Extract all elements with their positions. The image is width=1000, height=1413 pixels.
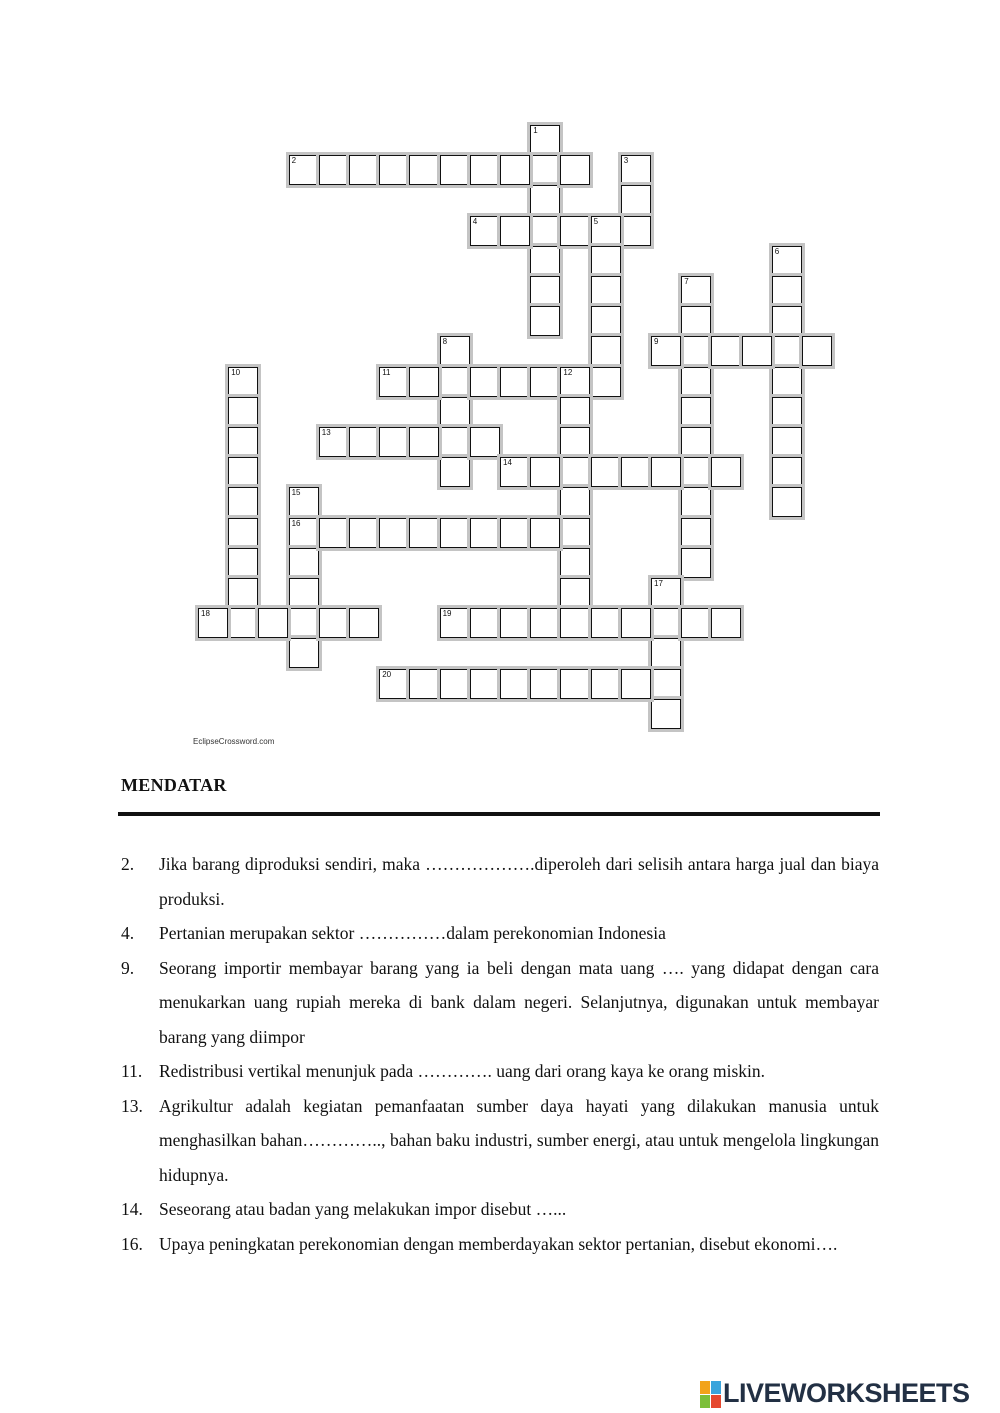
grid-cell[interactable]	[349, 608, 379, 638]
grid-cell[interactable]	[621, 185, 651, 215]
grid-cell[interactable]	[772, 367, 802, 397]
grid-cell[interactable]	[440, 457, 470, 487]
cell-number: 11	[382, 367, 391, 377]
grid-cell[interactable]	[651, 457, 681, 487]
grid-cell[interactable]	[470, 427, 500, 457]
grid-cell[interactable]	[560, 397, 590, 427]
grid-cell[interactable]	[440, 336, 470, 366]
grid-cell[interactable]	[681, 518, 711, 548]
cell-number: 4	[472, 216, 478, 226]
liveworksheets-logo	[700, 1378, 970, 1409]
clue-item	[121, 1054, 879, 1089]
grid-cell[interactable]	[409, 669, 439, 699]
grid-cell[interactable]	[289, 638, 319, 668]
grid-cell[interactable]	[289, 518, 319, 548]
clue-text: Jika barang diproduksi sendiri, maka ……………….diperoleh dari selisih antara harga jual dan biaya produksi.	[159, 854, 879, 909]
grid-cell[interactable]	[560, 487, 590, 517]
grid-cell[interactable]	[409, 518, 439, 548]
clue-text: Seseorang atau badan yang melakukan impor disebut …...	[159, 1199, 567, 1219]
grid-cell[interactable]	[530, 306, 560, 336]
grid-cell[interactable]	[228, 608, 258, 638]
grid-cell[interactable]	[772, 336, 802, 366]
grid-cell[interactable]	[530, 518, 560, 548]
grid-cell[interactable]	[500, 367, 530, 397]
cell-number: 10	[231, 367, 241, 377]
grid-cell[interactable]	[742, 336, 772, 366]
grid-cell[interactable]	[470, 518, 500, 548]
grid-cell[interactable]	[258, 608, 288, 638]
grid-cell[interactable]	[591, 608, 621, 638]
grid-cell[interactable]	[591, 457, 621, 487]
grid-cell[interactable]	[289, 578, 319, 608]
cell-number: 3	[623, 156, 629, 166]
grid-cell[interactable]	[530, 608, 560, 638]
cell-number: 2	[291, 156, 297, 166]
grid-cell[interactable]	[409, 367, 439, 397]
grid-cell[interactable]	[289, 487, 319, 517]
grid-cell[interactable]	[228, 487, 258, 517]
clue-text: Pertanian merupakan sektor ……………dalam perekonomian Indonesia	[159, 923, 666, 943]
grid-cell[interactable]	[772, 487, 802, 517]
grid-cell[interactable]	[530, 125, 560, 155]
grid-cell[interactable]	[530, 367, 560, 397]
grid-cell[interactable]	[530, 669, 560, 699]
grid-cell[interactable]	[651, 669, 681, 699]
grid-cell[interactable]	[409, 427, 439, 457]
grid-cell[interactable]	[228, 548, 258, 578]
grid-cell[interactable]	[560, 548, 590, 578]
grid-cell[interactable]	[560, 216, 590, 246]
grid-cell[interactable]	[560, 518, 590, 548]
grid-cell[interactable]	[560, 155, 590, 185]
cell-number: 19	[442, 609, 452, 619]
grid-cell[interactable]	[440, 367, 470, 397]
grid-cell[interactable]	[651, 608, 681, 638]
grid-cell[interactable]	[560, 367, 590, 397]
grid-cell[interactable]	[530, 216, 560, 246]
grid-cell[interactable]	[349, 518, 379, 548]
grid-cell[interactable]	[470, 216, 500, 246]
clue-item	[121, 916, 879, 951]
clue-item	[121, 1227, 879, 1262]
grid-cell[interactable]	[591, 306, 621, 336]
grid-cell[interactable]	[228, 518, 258, 548]
grid-cell[interactable]	[228, 397, 258, 427]
clue-text: Seorang importir membayar barang yang ia beli dengan mata uang …. yang didapat dengan cara menukarkan uang rupiah mereka di bank dalam negeri. Selanjutnya, digunakan untuk membayar barang yang diimpor	[159, 957, 879, 1047]
cell-number: 18	[201, 609, 210, 619]
grid-cell[interactable]	[289, 608, 319, 638]
grid-cell[interactable]	[591, 216, 621, 246]
grid-cell[interactable]	[621, 155, 651, 185]
grid-cell[interactable]	[681, 306, 711, 336]
grid-cell[interactable]	[440, 397, 470, 427]
grid-cell[interactable]	[681, 336, 711, 366]
grid-cell[interactable]	[530, 246, 560, 276]
heading-divider	[118, 812, 880, 816]
clue-item	[121, 847, 879, 916]
grid-cell[interactable]	[530, 276, 560, 306]
grid-cell[interactable]	[470, 608, 500, 638]
grid-cell[interactable]	[379, 518, 409, 548]
cell-number: 5	[593, 216, 599, 226]
clue-item	[121, 1089, 879, 1193]
grid-cell[interactable]	[530, 457, 560, 487]
grid-cell[interactable]	[500, 518, 530, 548]
grid-cell[interactable]	[621, 216, 651, 246]
grid-cell[interactable]	[802, 336, 832, 366]
cell-number: 6	[774, 246, 780, 256]
cell-number: 13	[321, 428, 331, 437]
grid-cell[interactable]	[379, 367, 409, 397]
grid-cell[interactable]	[591, 336, 621, 366]
grid-cell[interactable]	[500, 457, 530, 487]
clue-number: 11.	[121, 1061, 143, 1081]
grid-cell[interactable]	[379, 155, 409, 185]
grid-cell[interactable]	[228, 457, 258, 487]
grid-cell[interactable]	[319, 427, 349, 457]
grid-cell[interactable]	[772, 246, 802, 276]
grid-cell[interactable]	[228, 578, 258, 608]
grid-cell[interactable]	[228, 367, 258, 397]
grid-cell[interactable]	[289, 548, 319, 578]
clue-number: 4.	[121, 923, 135, 943]
grid-cell[interactable]	[621, 457, 651, 487]
cell-number: 20	[382, 669, 392, 679]
clue-list	[121, 847, 879, 1261]
clue-item	[121, 1192, 879, 1227]
grid-cell[interactable]	[440, 155, 470, 185]
grid-cell[interactable]	[591, 669, 621, 699]
clue-text: Redistribusi vertikal menunjuk pada …………. uang dari orang kaya ke orang miskin.	[159, 1061, 766, 1081]
cell-number: 15	[291, 488, 301, 498]
grid-cell[interactable]	[621, 608, 651, 638]
grid-cell[interactable]	[440, 608, 470, 638]
cell-number: 17	[654, 579, 663, 588]
grid-cell[interactable]	[772, 306, 802, 336]
grid-cell[interactable]	[500, 216, 530, 246]
cell-number: 14	[503, 458, 512, 468]
grid-cell[interactable]	[772, 397, 802, 427]
grid-cell[interactable]	[440, 669, 470, 699]
cell-number: 12	[563, 367, 573, 377]
grid-cell[interactable]	[470, 155, 500, 185]
grid-cell[interactable]	[560, 669, 590, 699]
grid-cell[interactable]	[651, 638, 681, 668]
clue-item	[121, 951, 879, 1055]
clue-number: 13.	[121, 1095, 143, 1116]
grid-cell[interactable]	[560, 608, 590, 638]
grid-cell[interactable]	[651, 336, 681, 366]
grid-cell[interactable]	[198, 608, 228, 638]
grid-cell[interactable]	[530, 155, 560, 185]
grid-cell[interactable]	[228, 427, 258, 457]
grid-cell[interactable]	[470, 367, 500, 397]
grid-cell[interactable]	[621, 669, 651, 699]
grid-cell[interactable]	[289, 155, 319, 185]
section-heading: MENDATAR	[121, 775, 227, 795]
clue-text: Agrikultur adalah kegiatan pemanfaatan sumber daya hayati yang dilakukan manusia untuk menghasilkan bahan………….., bahan baku industri, sumber energi, atau untuk mengelola lingkungan hidupnya.	[159, 1095, 879, 1185]
cell-number: 9	[654, 337, 659, 347]
grid-cell[interactable]	[681, 397, 711, 427]
grid-cell[interactable]	[500, 669, 530, 699]
grid-cell[interactable]	[349, 427, 379, 457]
grid-cell[interactable]	[651, 699, 681, 729]
grid-cell[interactable]	[530, 185, 560, 215]
grid-cell[interactable]	[681, 367, 711, 397]
grid-cell[interactable]	[681, 276, 711, 306]
grid-cell[interactable]	[591, 276, 621, 306]
grid-cell[interactable]	[711, 457, 741, 487]
grid-cell[interactable]	[681, 457, 711, 487]
grid-cell[interactable]	[349, 155, 379, 185]
grid-cell[interactable]	[772, 457, 802, 487]
clue-number: 14.	[121, 1199, 143, 1219]
credit-text: EclipseCrossword.com	[193, 737, 275, 746]
grid-cell[interactable]	[772, 276, 802, 306]
grid-cell[interactable]	[409, 155, 439, 185]
cell-number: 16	[291, 518, 301, 528]
grid-cell[interactable]	[681, 548, 711, 578]
grid-cell[interactable]	[379, 669, 409, 699]
clue-number: 9.	[121, 957, 135, 978]
grid-cell[interactable]	[500, 608, 530, 638]
grid-cell[interactable]	[560, 578, 590, 608]
grid-cell[interactable]	[711, 608, 741, 638]
logo-text: LIVEWORKSHEETS	[723, 1378, 970, 1408]
grid-cell[interactable]	[591, 246, 621, 276]
grid-cell[interactable]	[470, 669, 500, 699]
clue-number: 16.	[121, 1233, 143, 1254]
cell-number: 1	[533, 126, 538, 135]
grid-cell[interactable]	[772, 427, 802, 457]
grid-cell[interactable]	[319, 155, 349, 185]
cell-number: 8	[442, 337, 448, 347]
grid-cell[interactable]	[681, 427, 711, 457]
grid-cell[interactable]	[500, 155, 530, 185]
grid-cell[interactable]	[681, 487, 711, 517]
grid-cell[interactable]	[711, 336, 741, 366]
grid-cell[interactable]	[319, 518, 349, 548]
grid-cell[interactable]	[591, 367, 621, 397]
grid-cell[interactable]	[319, 608, 349, 638]
logo-mark-icon	[700, 1381, 720, 1407]
cell-number: 7	[684, 277, 689, 286]
grid-cell[interactable]	[681, 608, 711, 638]
clue-number: 2.	[121, 854, 135, 874]
grid-cell[interactable]	[560, 427, 590, 457]
grid-cell[interactable]	[560, 457, 590, 487]
grid-cell[interactable]	[651, 578, 681, 608]
grid-cell[interactable]	[440, 518, 470, 548]
grid-cell[interactable]	[379, 427, 409, 457]
clue-text: Upaya peningkatan perekonomian dengan memberdayakan sektor pertanian, disebut ekonomi….	[159, 1233, 838, 1254]
grid-cell[interactable]	[440, 427, 470, 457]
